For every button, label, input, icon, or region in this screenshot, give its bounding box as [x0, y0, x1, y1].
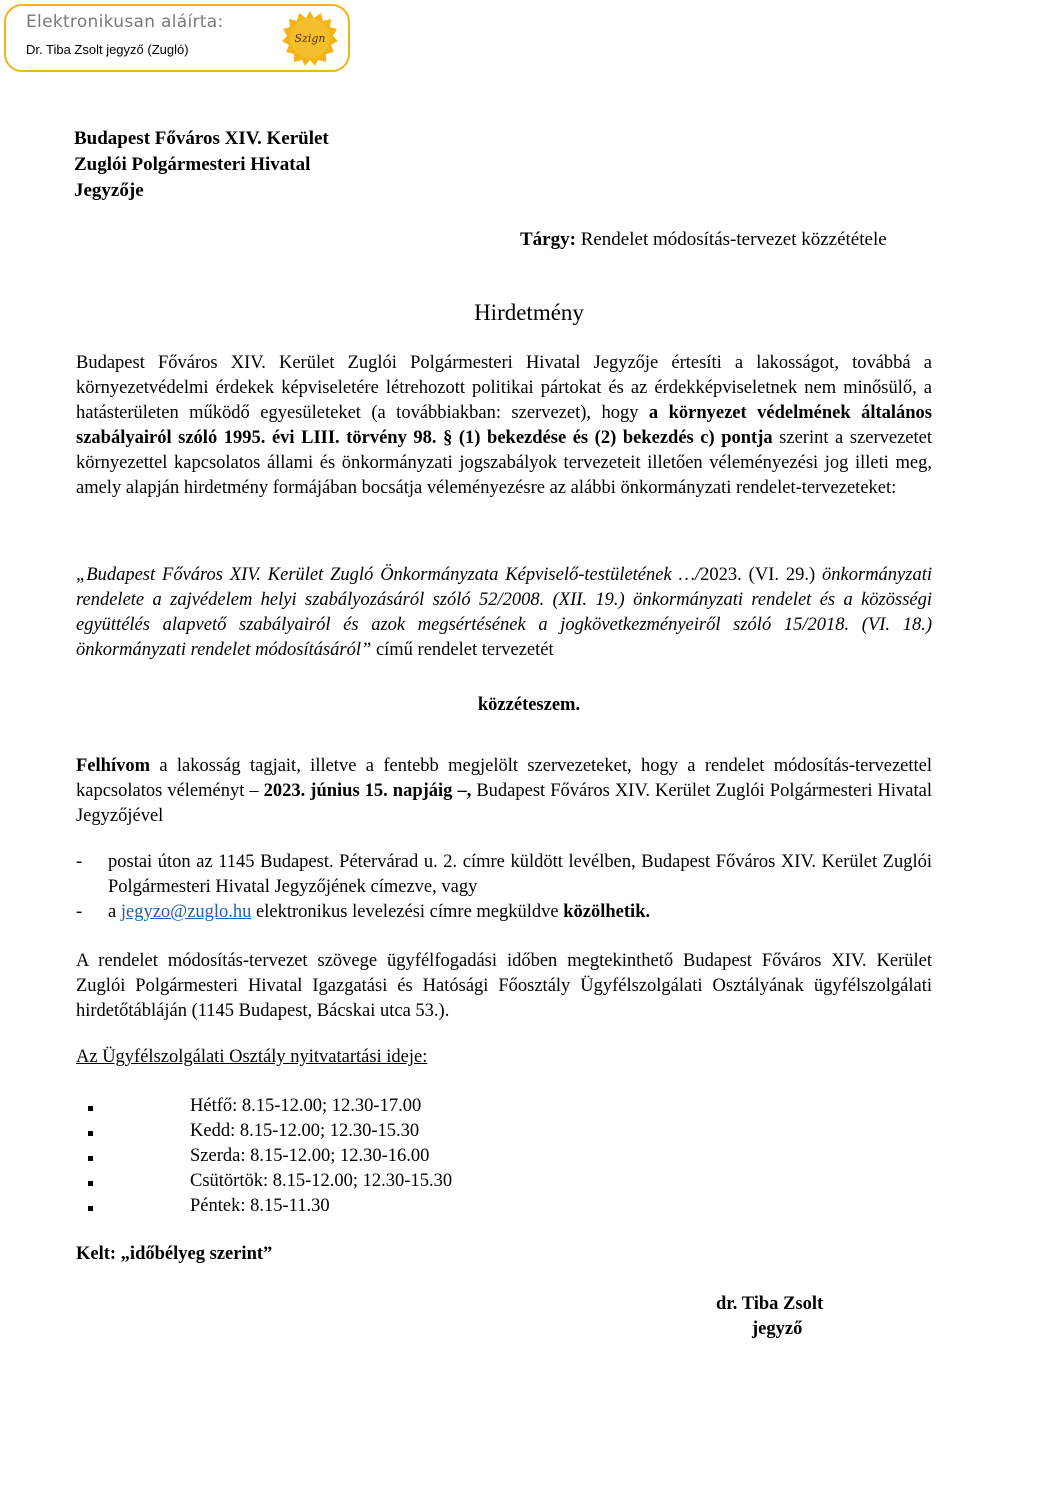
call-text-b: Budapest Főváros XIV. Kerület Zuglói Polgármesteri Hivatal Jegyzőjével — [76, 781, 932, 826]
email-text: elektronikus levelezési címre megküldve — [251, 902, 564, 922]
seal-text: Szign — [294, 32, 326, 45]
square-bullet-icon — [88, 1131, 93, 1136]
call-deadline: 2023. június 15. napjáig –, — [263, 781, 472, 801]
call-word: Felhívom — [76, 756, 150, 776]
document-title: Hirdetmény — [474, 300, 584, 325]
regulation-title-a: „Budapest Főváros XIV. Kerület Zugló Önkormányzata Képviselő-testületének …/ — [76, 565, 701, 585]
body-paragraph-1 — [76, 351, 932, 501]
hours-item: Kedd: 8.15-12.00; 12.30-15.30 — [190, 1121, 420, 1141]
subject-label: Tárgy: — [520, 229, 576, 250]
regulation-title-b: önkormányzati rendelete a zajvédelem helyi szabályozásáról szóló 52/2008. (XII. 19.) önkormányzati rendelet és a közösségi együttélés alapvető szabályairól és azok megsértésének a jogkövetkezményeiről szóló 15/2018. (VI. 18.) önkormányzati rendelet módosításáról” — [76, 565, 933, 660]
issuer-header — [74, 126, 329, 204]
date-line: Kelt: „időbélyeg szerint” — [76, 1244, 273, 1264]
subject-line — [520, 227, 887, 252]
call-paragraph — [76, 754, 932, 829]
call-text-a: a lakosság tagjait, illetve a fentebb megjelölt szervezeteket, hogy a rendelet módosítás-tervezettel kapcsolatos véleményt – — [76, 756, 932, 801]
viewing-paragraph: A rendelet módosítás-tervezet szövege ügyfélfogadási időben megtekinthető Budapest Főváros XIV. Kerület Zuglói Polgármesteri Hivatal Igazgatási és Hatósági Főosztály Ügyfélszolgálati Osztályának ügyfélszolgálati hirdetőtábláján (1145 Budapest, Bácskai utca 53.). — [76, 951, 932, 1021]
hours-item: Hétfő: 8.15-12.00; 12.30-17.00 — [190, 1096, 422, 1116]
dash-marker-2: - — [76, 902, 83, 922]
e-signature-stamp — [4, 4, 350, 72]
email-bold: közölhetik. — [563, 902, 651, 922]
signature-role: jegyző — [752, 1319, 803, 1339]
list-item-postal: postai úton az 1145 Budapest. Pétervárad u. 2. címre küldött levélben, Budapest Főváros XIV. Kerület Zuglói Polgármesteri Hivatal Jegyzőjének címezve, vagy — [108, 852, 932, 897]
issuer-line-3: Jegyzője — [74, 180, 144, 201]
hours-item: Péntek: 8.15-11.30 — [190, 1196, 330, 1216]
opening-hours-title: Az Ügyfélszolgálati Osztály nyitvatartási ideje: — [76, 1047, 428, 1067]
square-bullet-icon — [88, 1156, 93, 1161]
issuer-line-1: Budapest Főváros XIV. Kerület — [74, 128, 329, 149]
body1-text-b: szerint a szervezetet környezettel kapcsolatos állami és önkormányzati jogszabályok tervezeteit illetően véleményezési jog illeti meg, amely alapján hirdetmény formájában bocsátja véleményezésre az alábbi önkormányzati rendelet-tervezeteket: — [76, 428, 932, 498]
regulation-suffix: című rendelet tervezetét — [371, 640, 554, 660]
hours-item: Csütörtök: 8.15-12.00; 12.30-15.30 — [190, 1171, 453, 1191]
regulation-title-paragraph — [76, 563, 932, 663]
dash-marker-1: - — [76, 852, 83, 872]
publish-statement — [0, 693, 1058, 718]
subject-text: Rendelet módosítás-tervezet közzététele — [575, 229, 887, 250]
publish-dot: . — [575, 695, 581, 715]
email-link[interactable]: jegyzo@zuglo.hu — [120, 902, 252, 922]
stamp-signer: Dr. Tiba Zsolt jegyző (Zugló) — [26, 42, 189, 57]
square-bullet-icon — [88, 1106, 93, 1111]
seal-icon — [282, 10, 338, 66]
publish-word: közzéteszem — [477, 695, 576, 715]
list-item-email — [108, 900, 932, 925]
body1-text-a: Budapest Főváros XIV. Kerület Zuglói Polgármesteri Hivatal Jegyzője értesíti a lakosságot, továbbá a környezetvédelmi érdekek képviseletére létrehozott politikai pártokat és az érdekképviseletnek nem minősülő, a hatásterületen működő egyesületeket (a továbbiakban: szervezet), hogy — [76, 353, 932, 423]
signature-name: dr. Tiba Zsolt — [716, 1294, 824, 1314]
email-prefix: a — [108, 902, 121, 922]
square-bullet-icon — [88, 1181, 93, 1186]
issuer-line-2: Zuglói Polgármesteri Hivatal — [74, 154, 311, 175]
body1-law-reference: a környezet védelmének általános szabályairól szóló 1995. évi LIII. törvény 98. § (1) bekezdése és (2) bekezdés c) pontja — [76, 403, 933, 448]
regulation-date: 2023. (VI. 29.) — [700, 565, 816, 585]
stamp-title: Elektronikusan aláírta: — [26, 12, 224, 32]
square-bullet-icon — [88, 1206, 93, 1211]
hours-item: Szerda: 8.15-12.00; 12.30-16.00 — [190, 1146, 430, 1166]
